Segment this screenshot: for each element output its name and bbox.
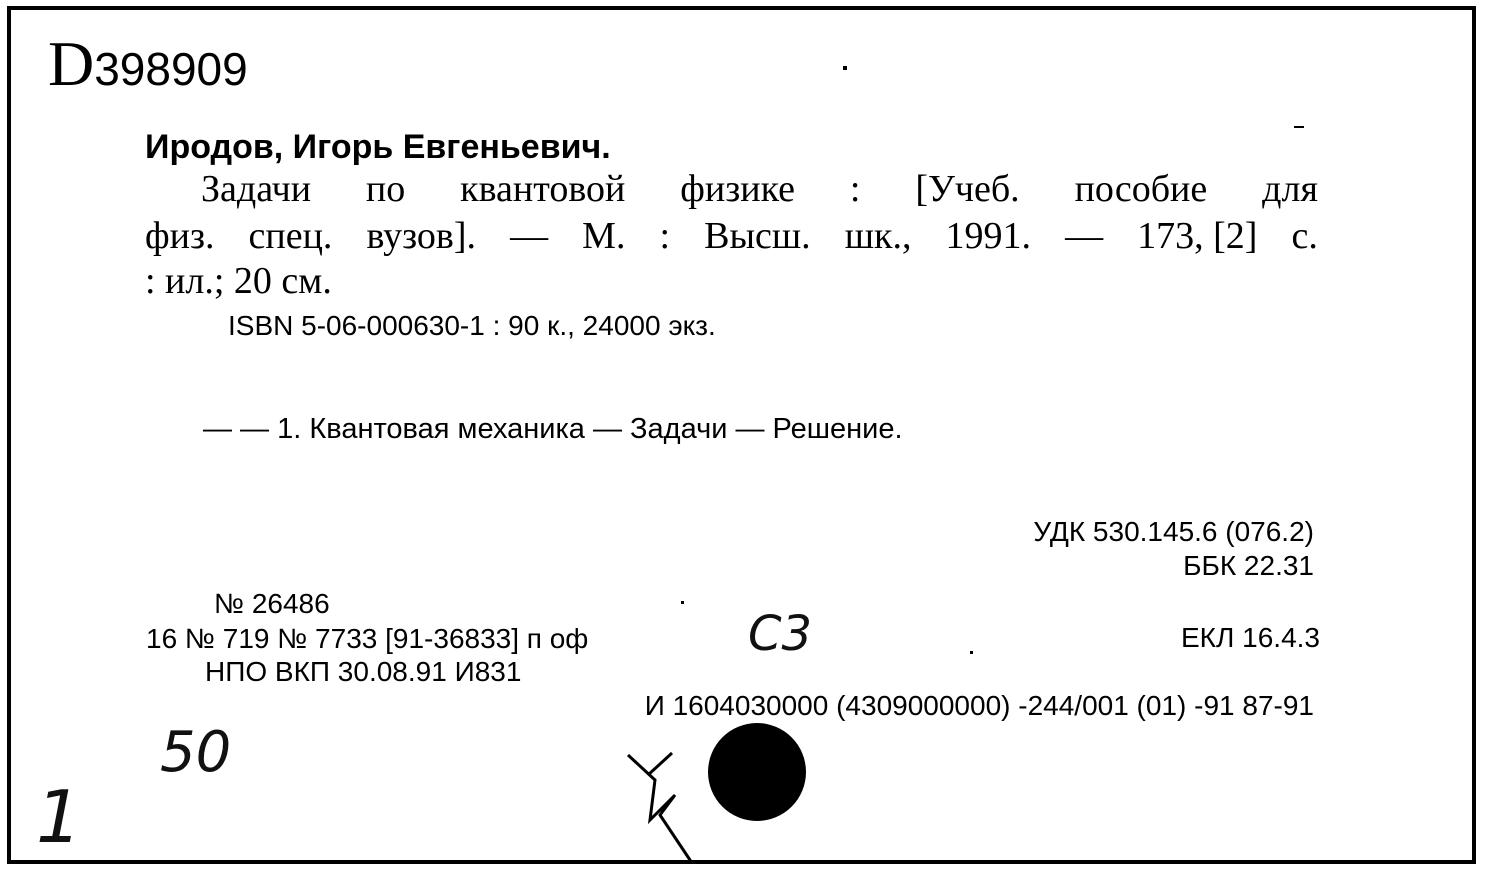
bbk-code: ББК 22.31 xyxy=(1183,550,1314,581)
ekl-code: ЕКЛ 16.4.3 xyxy=(1181,622,1320,653)
description-line-3: : ил.; 20 см. xyxy=(145,260,332,302)
inventory-letter: D xyxy=(48,28,95,99)
order-line: 16 № 719 № 7733 [91-36833] п оф xyxy=(146,623,589,654)
handwritten-c3: С3 xyxy=(748,606,813,662)
handwritten-one: 1 xyxy=(36,775,82,859)
handwritten-fifty: 50 xyxy=(160,720,232,785)
inventory-number xyxy=(48,28,248,99)
isbn-line: ISBN 5-06-000630-1 : 90 к., 24000 экз. xyxy=(228,310,716,341)
description-line-2: физ. спец. вузов]. — М. : Высш. шк., 1991. — 173, [2] с. xyxy=(145,215,1318,257)
dot-mark xyxy=(970,651,973,654)
subject-headings: — — 1. Квантовая механика — Задачи — Решение. xyxy=(203,413,903,445)
author-heading: Иродов, Игорь Евгеньевич. xyxy=(145,128,611,166)
dash-mark xyxy=(1294,126,1304,128)
inventory-digits: 398909 xyxy=(94,43,248,95)
dot-mark xyxy=(681,601,684,604)
record-number: № 26486 xyxy=(214,588,330,619)
npo-line: НПО ВКП 30.08.91 И831 xyxy=(205,656,522,687)
pen-mark-stroke xyxy=(620,745,710,870)
dot-mark xyxy=(843,66,847,70)
description-line-1: Задачи по квантовой физике : [Учеб. пособие для xyxy=(201,168,1318,210)
udk-code: УДК 530.145.6 (076.2) xyxy=(1033,516,1314,547)
punch-hole xyxy=(705,720,809,824)
index-line: И 1604030000 (4309000000) -244/001 (01) -91 87-91 xyxy=(644,690,1314,721)
